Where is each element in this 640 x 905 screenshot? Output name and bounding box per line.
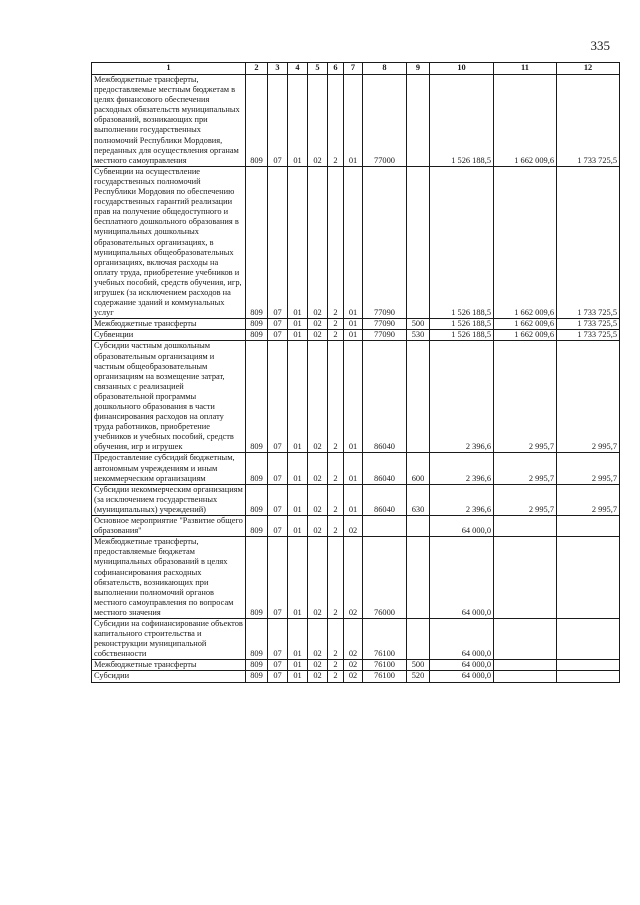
program-cell: 02 — [308, 166, 328, 318]
section-cell: 07 — [268, 341, 288, 453]
subprogram-cell: 2 — [328, 671, 344, 682]
amount-2019-cell: 64 000,0 — [430, 618, 494, 659]
amount-2021-cell — [557, 660, 620, 671]
amount-2019-cell: 64 000,0 — [430, 537, 494, 619]
subsection-cell: 01 — [288, 75, 308, 167]
subprogram-cell: 2 — [328, 330, 344, 341]
header-cell: 9 — [407, 63, 430, 75]
expense-type-cell — [407, 537, 430, 619]
section-cell: 07 — [268, 660, 288, 671]
program-cell: 02 — [308, 341, 328, 453]
header-cell: 3 — [268, 63, 288, 75]
direction-cell: 77090 — [363, 330, 407, 341]
row-name-cell: Субсидии некоммерческим организациям (за исключением государственных (муниципальных) учреждений) — [92, 484, 246, 515]
expense-type-cell — [407, 75, 430, 167]
ministry-code-cell: 809 — [246, 341, 268, 453]
expense-type-cell: 530 — [407, 330, 430, 341]
section-cell: 07 — [268, 671, 288, 682]
row-name-cell: Субсидии частным дошкольным образовательным организациям и частным общеобразовательным организациям на возмещение затрат, связанных с реализацией образовательной программы дошкольного образования в части финансирования расходов на оплату труда работников, приобретение учебников и учебных пособий, средств обучения, игр и игрушек — [92, 341, 246, 453]
amount-2020-cell: 1 662 009,6 — [494, 75, 557, 167]
amount-2021-cell: 2 995,7 — [557, 484, 620, 515]
ministry-code-cell: 809 — [246, 75, 268, 167]
amount-2021-cell — [557, 618, 620, 659]
budget-table — [91, 62, 620, 683]
direction-cell: 76100 — [363, 660, 407, 671]
event-cell: 02 — [344, 516, 363, 537]
amount-2020-cell — [494, 671, 557, 682]
table-row — [92, 484, 620, 515]
program-cell: 02 — [308, 516, 328, 537]
header-cell: 1 — [92, 63, 246, 75]
ministry-code-cell: 809 — [246, 660, 268, 671]
expense-type-cell: 520 — [407, 671, 430, 682]
amount-2019-cell: 2 396,6 — [430, 484, 494, 515]
expense-type-cell — [407, 516, 430, 537]
ministry-code-cell: 809 — [246, 330, 268, 341]
row-name-cell: Субсидии — [92, 671, 246, 682]
amount-2020-cell — [494, 660, 557, 671]
header-cell: 12 — [557, 63, 620, 75]
section-cell: 07 — [268, 453, 288, 484]
table-row — [92, 671, 620, 682]
table-row — [92, 537, 620, 619]
subprogram-cell: 2 — [328, 75, 344, 167]
amount-2019-cell: 64 000,0 — [430, 516, 494, 537]
table-row — [92, 618, 620, 659]
table-row — [92, 516, 620, 537]
amount-2020-cell: 1 662 009,6 — [494, 330, 557, 341]
header-cell: 2 — [246, 63, 268, 75]
ministry-code-cell: 809 — [246, 453, 268, 484]
amount-2021-cell — [557, 537, 620, 619]
table-row — [92, 75, 620, 167]
direction-cell — [363, 516, 407, 537]
amount-2021-cell: 2 995,7 — [557, 341, 620, 453]
section-cell: 07 — [268, 319, 288, 330]
section-cell: 07 — [268, 618, 288, 659]
expense-type-cell: 600 — [407, 453, 430, 484]
section-cell: 07 — [268, 537, 288, 619]
section-cell: 07 — [268, 166, 288, 318]
subprogram-cell: 2 — [328, 484, 344, 515]
amount-2020-cell: 2 995,7 — [494, 453, 557, 484]
expense-type-cell — [407, 166, 430, 318]
direction-cell: 77090 — [363, 166, 407, 318]
header-cell: 8 — [363, 63, 407, 75]
subsection-cell: 01 — [288, 671, 308, 682]
program-cell: 02 — [308, 453, 328, 484]
header-cell: 7 — [344, 63, 363, 75]
subprogram-cell: 2 — [328, 660, 344, 671]
subsection-cell: 01 — [288, 319, 308, 330]
table-row — [92, 166, 620, 318]
ministry-code-cell: 809 — [246, 484, 268, 515]
event-cell: 01 — [344, 341, 363, 453]
row-name-cell: Основное мероприятие "Развитие общего образования" — [92, 516, 246, 537]
direction-cell: 77000 — [363, 75, 407, 167]
ministry-code-cell: 809 — [246, 516, 268, 537]
table-body — [92, 75, 620, 683]
header-row — [92, 63, 620, 75]
table-row — [92, 319, 620, 330]
subprogram-cell: 2 — [328, 516, 344, 537]
table-row — [92, 341, 620, 453]
subprogram-cell: 2 — [328, 618, 344, 659]
amount-2021-cell — [557, 516, 620, 537]
row-name-cell: Межбюджетные трансферты, предоставляемые бюджетам муниципальных образований в целях софинансирования расходных обязательств, возникающих при выполнении полномочий органов местного самоуправления по вопросам местного значения — [92, 537, 246, 619]
page-number: 335 — [590, 38, 610, 53]
amount-2020-cell — [494, 618, 557, 659]
row-name-cell: Предоставление субсидий бюджетным, автономным учреждениям и иным некоммерческим организациям — [92, 453, 246, 484]
subprogram-cell: 2 — [328, 453, 344, 484]
expense-type-cell — [407, 618, 430, 659]
amount-2021-cell: 1 733 725,5 — [557, 319, 620, 330]
row-name-cell: Субвенции на осуществление государственных полномочий Республики Мордовия по обеспечению государственных гарантий реализации прав на получение общедоступного и бесплатного дошкольного образования в муниципальных дошкольных образовательных организациях, в муниципальных общеобразовательных организациях, включая расходы на оплату труда, приобретение учебников и учебных пособий, средств обучения, игр, игрушек (за исключением расходов на содержание зданий и коммунальных услуг — [92, 166, 246, 318]
amount-2020-cell: 2 995,7 — [494, 341, 557, 453]
subsection-cell: 01 — [288, 453, 308, 484]
row-name-cell: Межбюджетные трансферты, предоставляемые местным бюджетам в целях финансового обеспечения расходных обязательств муниципальных образований, возникающих при выполнении государственных полномочий Республики Мордовия, переданных для осуществления органам местного самоуправления — [92, 75, 246, 167]
amount-2021-cell — [557, 671, 620, 682]
amount-2019-cell: 1 526 188,5 — [430, 319, 494, 330]
table-row — [92, 660, 620, 671]
event-cell: 01 — [344, 453, 363, 484]
amount-2020-cell: 2 995,7 — [494, 484, 557, 515]
subsection-cell: 01 — [288, 516, 308, 537]
program-cell: 02 — [308, 671, 328, 682]
ministry-code-cell: 809 — [246, 319, 268, 330]
program-cell: 02 — [308, 618, 328, 659]
subprogram-cell: 2 — [328, 319, 344, 330]
subsection-cell: 01 — [288, 537, 308, 619]
event-cell: 01 — [344, 75, 363, 167]
event-cell: 02 — [344, 618, 363, 659]
subprogram-cell: 2 — [328, 166, 344, 318]
program-cell: 02 — [308, 537, 328, 619]
amount-2020-cell: 1 662 009,6 — [494, 319, 557, 330]
amount-2019-cell: 2 396,6 — [430, 453, 494, 484]
amount-2020-cell: 1 662 009,6 — [494, 166, 557, 318]
amount-2019-cell: 1 526 188,5 — [430, 166, 494, 318]
event-cell: 01 — [344, 166, 363, 318]
subsection-cell: 01 — [288, 484, 308, 515]
amount-2020-cell — [494, 537, 557, 619]
amount-2020-cell — [494, 516, 557, 537]
direction-cell: 76100 — [363, 618, 407, 659]
ministry-code-cell: 809 — [246, 618, 268, 659]
direction-cell: 76000 — [363, 537, 407, 619]
table-row — [92, 330, 620, 341]
expense-type-cell: 630 — [407, 484, 430, 515]
subsection-cell: 01 — [288, 660, 308, 671]
table-row — [92, 453, 620, 484]
amount-2021-cell: 1 733 725,5 — [557, 166, 620, 318]
event-cell: 02 — [344, 537, 363, 619]
amount-2019-cell: 64 000,0 — [430, 671, 494, 682]
row-name-cell: Субвенции — [92, 330, 246, 341]
program-cell: 02 — [308, 319, 328, 330]
direction-cell: 86040 — [363, 453, 407, 484]
amount-2019-cell: 1 526 188,5 — [430, 75, 494, 167]
program-cell: 02 — [308, 484, 328, 515]
amount-2021-cell: 1 733 725,5 — [557, 75, 620, 167]
amount-2021-cell: 2 995,7 — [557, 453, 620, 484]
direction-cell: 76100 — [363, 671, 407, 682]
direction-cell: 86040 — [363, 341, 407, 453]
event-cell: 02 — [344, 671, 363, 682]
header-cell: 5 — [308, 63, 328, 75]
subsection-cell: 01 — [288, 341, 308, 453]
expense-type-cell: 500 — [407, 660, 430, 671]
event-cell: 01 — [344, 484, 363, 515]
section-cell: 07 — [268, 330, 288, 341]
section-cell: 07 — [268, 516, 288, 537]
amount-2019-cell: 64 000,0 — [430, 660, 494, 671]
direction-cell: 77090 — [363, 319, 407, 330]
row-name-cell: Межбюджетные трансферты — [92, 319, 246, 330]
ministry-code-cell: 809 — [246, 537, 268, 619]
program-cell: 02 — [308, 660, 328, 671]
program-cell: 02 — [308, 75, 328, 167]
row-name-cell: Межбюджетные трансферты — [92, 660, 246, 671]
ministry-code-cell: 809 — [246, 671, 268, 682]
amount-2019-cell: 1 526 188,5 — [430, 330, 494, 341]
program-cell: 02 — [308, 330, 328, 341]
event-cell: 01 — [344, 330, 363, 341]
subsection-cell: 01 — [288, 330, 308, 341]
amount-2021-cell: 1 733 725,5 — [557, 330, 620, 341]
section-cell: 07 — [268, 484, 288, 515]
expense-type-cell — [407, 341, 430, 453]
subprogram-cell: 2 — [328, 537, 344, 619]
subprogram-cell: 2 — [328, 341, 344, 453]
section-cell: 07 — [268, 75, 288, 167]
event-cell: 02 — [344, 660, 363, 671]
header-cell: 4 — [288, 63, 308, 75]
header-cell: 11 — [494, 63, 557, 75]
event-cell: 01 — [344, 319, 363, 330]
header-cell: 10 — [430, 63, 494, 75]
header-cell: 6 — [328, 63, 344, 75]
ministry-code-cell: 809 — [246, 166, 268, 318]
subsection-cell: 01 — [288, 166, 308, 318]
row-name-cell: Субсидии на софинансирование объектов капитального строительства и реконструкции муниципальной собственности — [92, 618, 246, 659]
expense-type-cell: 500 — [407, 319, 430, 330]
amount-2019-cell: 2 396,6 — [430, 341, 494, 453]
direction-cell: 86040 — [363, 484, 407, 515]
subsection-cell: 01 — [288, 618, 308, 659]
